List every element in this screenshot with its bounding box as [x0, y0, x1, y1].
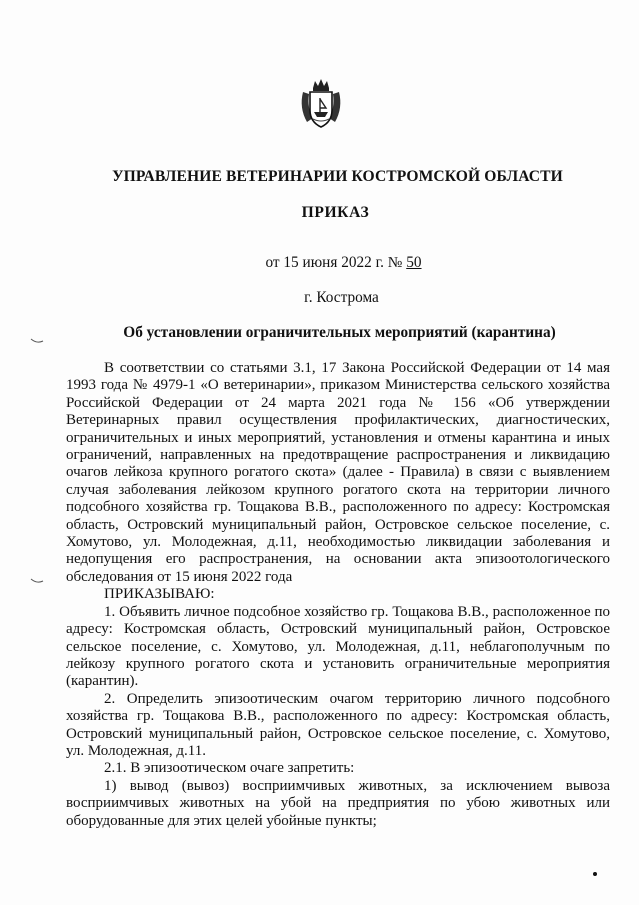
order-word: ПРИКАЗЫВАЮ:	[104, 586, 215, 603]
margin-scan-mark	[30, 578, 44, 584]
margin-scan-mark	[30, 338, 44, 344]
order-body	[66, 360, 610, 830]
order-date-line	[24, 254, 639, 272]
city: г. Кострома	[304, 289, 379, 306]
preamble-paragraph: В соответствии со статьями 3.1, 17 Закона Российской Федерации от 14 мая 1993 года № 4979-1 «О ветеринарии», приказом Министерства сельского хозяйства Российской Федерации от 24 марта 2021 года № 156 «Об утверждении Ветеринарных правил осуществления профилактических, диагностических, ограничительных и иных мероприятий, установления и отмены карантина и иных ограничений, направленных на предотвращение распространения и ликвидацию очагов лейкоза крупного рогатого скота» (далее - Правила) в связи с выявлением случая заболевания лейкозом крупного рогатого скота на территории личного подсобного хозяйства гр. Тощакова В.В., расположенного по адресу: Костромская область, Островский муниципальный район, Островское сельское поселение, с. Хомутово, ул. Молодежная, д.11, необходимостью ликвидации заболевания и недопущения его распространения, на основании акта эпизоотологического обследования от 15 июня 2022 года	[66, 360, 610, 585]
item-2-1-paragraph: 2.1. В эпизоотическом очаге запретить:	[104, 760, 355, 777]
item-2-1-1-paragraph: 1) вывод (вывоз) восприимчивых животных, за исключением вывоза восприимчивых животных на убой на предприятия по убою животных или оборудованные для этих целей убойные пункты;	[66, 777, 610, 829]
order-subject: Об установлении ограничительных мероприятий (карантина)	[123, 324, 556, 341]
document-type: ПРИКАЗ	[301, 204, 370, 221]
scan-dot	[593, 872, 597, 876]
organization-title: УПРАВЛЕНИЕ ВЕТЕРИНАРИИ КОСТРОМСКОЙ ОБЛАСТИ	[112, 168, 563, 185]
item-1-paragraph: 1. Объявить личное подсобное хозяйство гр. Тощакова В.В., расположенное по адресу: Костромская область, Островский муниципальный район, Островское сельское поселение, с. Хомутово, ул. Молодежная, д.11, неблагополучным по лейкозу крупного рогатого скота и установить ограничительные мероприятия (карантин).	[66, 603, 610, 690]
kostroma-coat-of-arms-icon	[299, 78, 343, 130]
order-date: от 15 июня 2022 г. №	[265, 254, 407, 271]
item-2-paragraph: 2. Определить эпизоотическим очагом территорию личного подсобного хозяйства гр. Тощакова В.В., расположенного по адресу: Костромская область, Островский муниципальный район, Островское сельское поселение, с. Хомутово, ул. Молодежная, д.11.	[66, 690, 610, 759]
order-number: 50	[406, 254, 422, 271]
